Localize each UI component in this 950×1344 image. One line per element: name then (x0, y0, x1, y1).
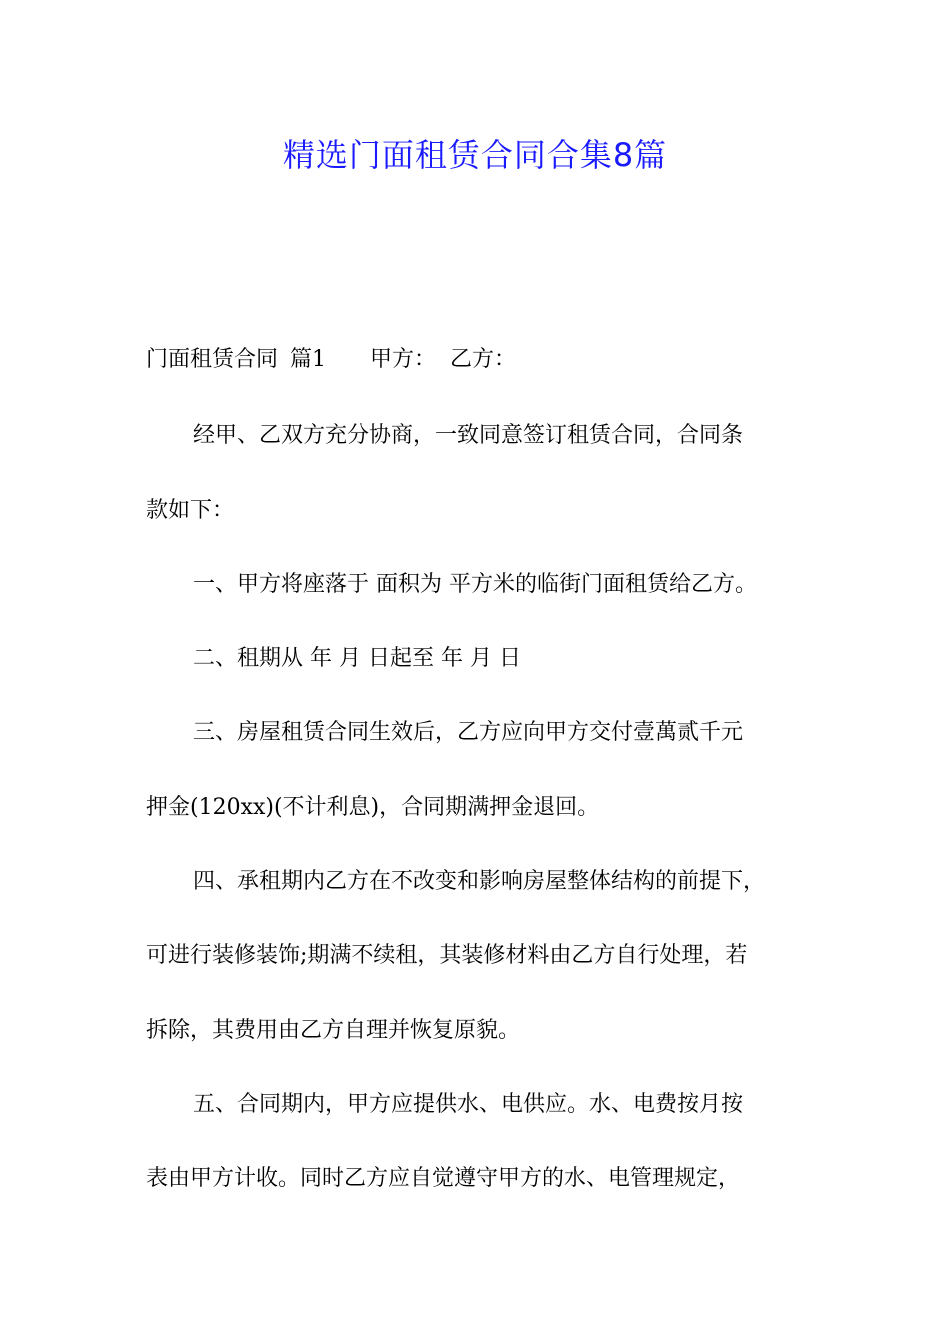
clause-line: 一、甲方将座落于 面积为 平方米的临街门面租赁给乙方。 (193, 572, 757, 597)
contract-header-line (146, 345, 816, 375)
paragraph-line: 款如下： (146, 498, 235, 523)
clause-line: 二、租期从 年 月 日起至 年 月 日 (193, 646, 521, 671)
party-a-label: 甲方： (370, 347, 437, 372)
document-title: 精选门面租赁合同合集8篇 (282, 136, 668, 174)
paragraph-line: 拆除，其费用由乙方自理并恢复原貌。 (146, 1018, 521, 1043)
clause-line: 五、合同期内，甲方应提供水、电供应。水、电费按月按 (193, 1092, 744, 1117)
party-b-label: 乙方： (450, 347, 517, 372)
clause-line: 三、房屋租赁合同生效后，乙方应向甲方交付壹萬贰千元 (193, 720, 744, 745)
contract-name: 门面租赁合同 (146, 347, 279, 372)
paragraph-line: 经甲、乙双方充分协商，一致同意签订租赁合同，合同条 (193, 423, 744, 448)
paragraph-line: 表由甲方计收。同时乙方应自觉遵守甲方的水、电管理规定， (146, 1166, 741, 1191)
contract-part: 篇1 (290, 347, 327, 372)
clause-line: 四、承租期内乙方在不改变和影响房屋整体结构的前提下， (193, 869, 766, 894)
paragraph-line: 押金(120xx)(不计利息)，合同期满押金退回。 (146, 795, 600, 820)
paragraph-line: 可进行装修装饰;期满不续租，其装修材料由乙方自行处理，若 (146, 943, 748, 968)
